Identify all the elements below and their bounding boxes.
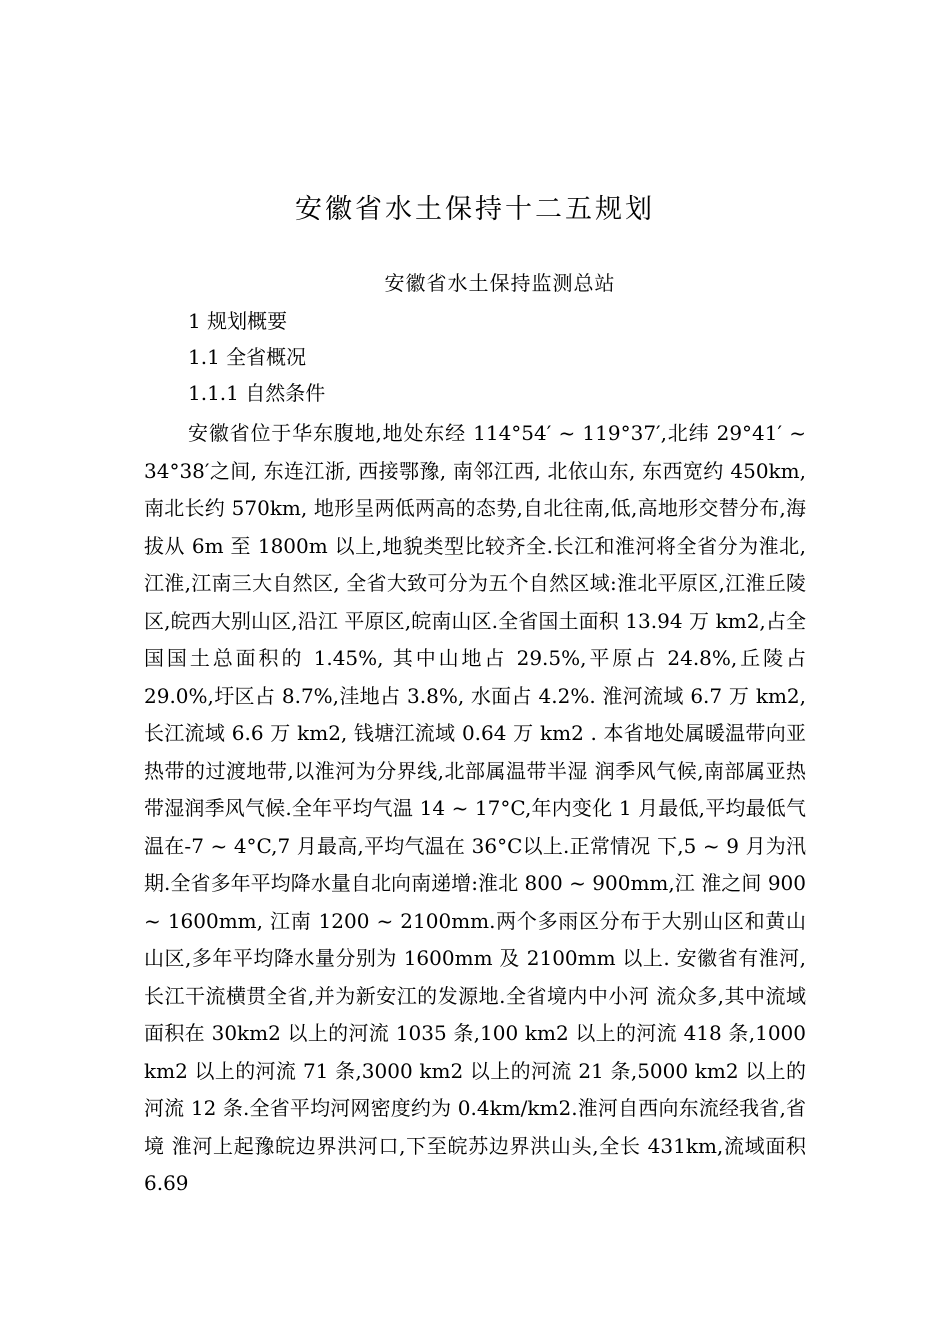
section-heading-1-1-1: 1.1.1 自然条件 <box>188 381 326 405</box>
section-heading-1: 1 规划概要 <box>188 309 288 333</box>
section-heading-1-1: 1.1 全省概况 <box>188 345 307 369</box>
document-author: 安徽省水土保持监测总站 <box>384 271 616 295</box>
document-title: 安徽省水土保持十二五规划 <box>295 194 655 225</box>
body-paragraph: 安徽省位于华东腹地,地处东经 114°54′ ~ 119°37′,北纬 29°41′ ~ 34°38′之间, 东连江浙, 西接鄂豫, 南邻江西, 北依山东, 东西宽约 450km, 南北长约 570km, 地形呈两低两高的态势,自北往南,低,高地形交替分布,海拔从 6m 至 1800m 以上,地貌类型比较齐全.长江和淮河将全省分为淮北,江淮,江南三大自然区, 全省大致可分为五个自然区域:淮北平原区,江淮丘陵区,皖西大别山区,沿江 平原区,皖南山区.全省国土面积 13.94 万 km2,占全国国土总面积的 1.45%, 其中山地占 29.5%,平原占 24.8%,丘陵占 29.0%,圩区占 8.7%,洼地占 3.8%, 水面占 4.2%. 淮河流域 6.7 万 km2, 长江流域 6.6 万 km2, 钱塘江流域 0.64 万 km2 . 本省地处属暖温带向亚热带的过渡地带,以淮河为分界线,北部属温带半湿 润季风气候,南部属亚热带湿润季风气候.全年平均气温 14 ~ 17°C,年内变化 1 月最低,平均最低气温在-7 ~ 4°C,7 月最高,平均气温在 36°C以上.正常情况 下,5 ~ 9 月为汛期.全省多年平均降水量自北向南递增:淮北 800 ~ 900mm,江 淮之间 900 ~ 1600mm, 江南 1200 ~ 2100mm.两个多雨区分布于大别山区和黄山 山区,多年平均降水量分别为 1600mm 及 2100mm 以上. 安徽省有淮河,长江干流横贯全省,并为新安江的发源地.全省境内中小河 流众多,其中流域面积在 30km2 以上的河流 1035 条,100 km2 以上的河流 418 条,1000 km2 以上的河流 71 条,3000 km2 以上的河流 21 条,5000 km2 以上的 河流 12 条.全省平均河网密度约为 0.4km/km2.淮河自西向东流经我省,省境 淮河上起豫皖边界洪河口,下至皖苏边界洪山头,全长 431km,流域面积 6.69 <box>144 421 806 1195</box>
